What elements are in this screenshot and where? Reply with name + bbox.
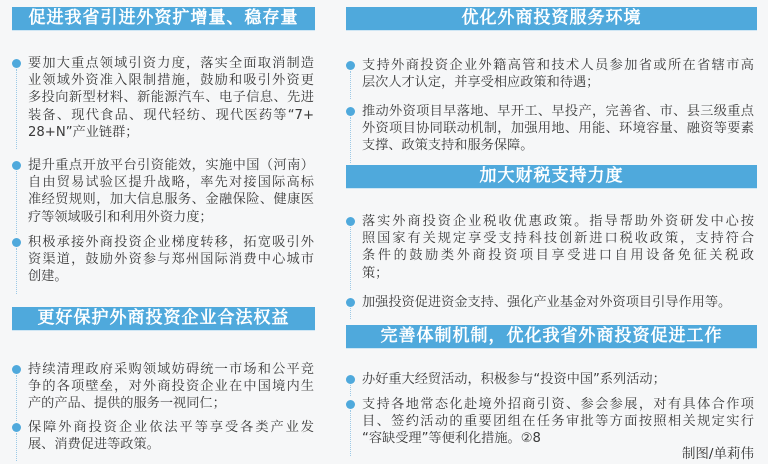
dotted-rail	[16, 433, 17, 461]
item-text-line: 展、消费促进等政策。	[28, 437, 160, 453]
item-text-line: 支撑、政策支持和服务保障。	[362, 138, 534, 154]
item-text-line: 推动外资项目早落地、早开工、早投产，完善省、市、县三级重点	[362, 104, 754, 119]
bullet-icon	[12, 238, 21, 247]
item-text-line: 照国家有关规定享受支持科技创新进口税收政策，支持符合	[362, 231, 754, 247]
section-header: 更好保护外商投资企业合法权益	[12, 307, 315, 330]
list-item	[346, 57, 754, 91]
item-text-line: 要加大重点领域引资力度，落实全面取消制造	[28, 56, 314, 71]
dotted-rail	[350, 410, 351, 456]
list-item	[346, 294, 754, 311]
bullet-icon	[346, 375, 355, 384]
item-text-line: 支持各地常态化赴境外招商引资、参会参展，对有具体合作项	[362, 397, 754, 412]
dotted-rail	[350, 227, 351, 290]
dotted-rail	[16, 375, 17, 421]
item-text-line: 落实外商投资企业税收优惠政策。指导帮助外资研发中心按	[362, 214, 754, 229]
section-header: 促进我省引进外资扩增量、稳存量	[12, 7, 315, 30]
list-item	[346, 103, 754, 155]
section-header: 优化外商投资服务环境	[346, 7, 757, 30]
dotted-rail	[16, 171, 17, 234]
item-text-line: 外资项目协同联动机制，加强用地、用能、环境容量、融资等要素	[362, 121, 754, 137]
list-item	[12, 234, 314, 286]
item-text-line: 自由贸易试验区提升战略，率先对接国际高标	[28, 175, 314, 191]
dotted-rail	[16, 248, 17, 294]
item-text-line: 条件的鼓励类外商投资项目享受进口自用设备免征关税政	[362, 248, 754, 264]
item-text-line: 提升重点开放平台引资能效，实施中国（河南）	[28, 158, 314, 173]
item-text-line: 装备、现代食品、现代轻纺、现代医药等“7+	[28, 107, 314, 123]
bullet-icon	[346, 217, 355, 226]
item-text-line: 创建。	[28, 269, 68, 285]
dotted-rail	[350, 385, 351, 396]
item-text-line: 积极承接外商投资企业梯度转移，拓宽吸引外	[28, 235, 314, 250]
item-text-line: 疗等领域吸引和利用外资力度；	[28, 209, 213, 225]
bullet-icon	[346, 61, 355, 70]
item-text-line: 28+N”产业链群；	[28, 124, 139, 140]
item-text-line: 层次人才认定，并享受相应政策和待遇；	[362, 75, 600, 91]
item-text-line: 业领域外资准入限制措施，鼓励和吸引外资更	[28, 73, 314, 89]
item-text-line: 目、签约活动的重要团组在任务审批等方面按照相关规定实行	[362, 414, 754, 430]
bullet-icon	[12, 161, 21, 170]
item-text-line: 产的产品、提供的服务一视同仁；	[28, 396, 226, 412]
section-header: 加大财税支持力度	[346, 165, 757, 188]
bullet-icon	[12, 59, 21, 68]
item-text-line: 多投向新型材料、新能源汽车、电子信息、先进	[28, 90, 314, 106]
item-text-line: 办好重大经贸活动，积极参与“投资中国”系列活动；	[362, 372, 666, 387]
item-text-line: 准经贸规则，加大信息服务、金融保险、健康医	[28, 192, 314, 208]
list-item	[12, 55, 314, 141]
item-text-line: 持续清理政府采购领域妨碍统一市场和公平竞	[28, 362, 314, 377]
section-header: 完善体制机制，优化我省外商投资促进工作	[346, 325, 757, 348]
item-text-line: 支持外商投资企业外籍高管和技术人员参加省或所在省辖市高	[362, 58, 754, 73]
list-item	[12, 419, 314, 453]
bullet-icon	[346, 400, 355, 409]
list-item	[12, 157, 314, 226]
bullet-icon	[12, 423, 21, 432]
item-text-line: “容缺受理”等便利化措施。②8	[362, 431, 541, 447]
dotted-rail	[16, 69, 17, 149]
list-item	[346, 213, 754, 282]
bullet-icon	[346, 107, 355, 116]
item-text-line: 策；	[362, 265, 389, 281]
dotted-rail	[350, 117, 351, 163]
item-text-line: 加强投资促进资金支持、强化产业基金对外资项目引导作用等。	[362, 295, 732, 310]
item-text-line: 保障外商投资企业依法平等享受各类产业发	[28, 420, 314, 435]
list-item	[346, 396, 754, 448]
list-item	[12, 361, 314, 413]
dotted-rail	[350, 308, 351, 319]
list-item	[346, 371, 754, 388]
dotted-rail	[350, 71, 351, 99]
bullet-icon	[346, 298, 355, 307]
bullet-icon	[12, 365, 21, 374]
item-text-line: 资渠道，鼓励外资参与郑州国际消费中心城市	[28, 252, 314, 268]
credit: 制图/单莉伟	[681, 446, 754, 462]
item-text-line: 争的各项壁垒，对外商投资企业在中国境内生	[28, 379, 314, 395]
